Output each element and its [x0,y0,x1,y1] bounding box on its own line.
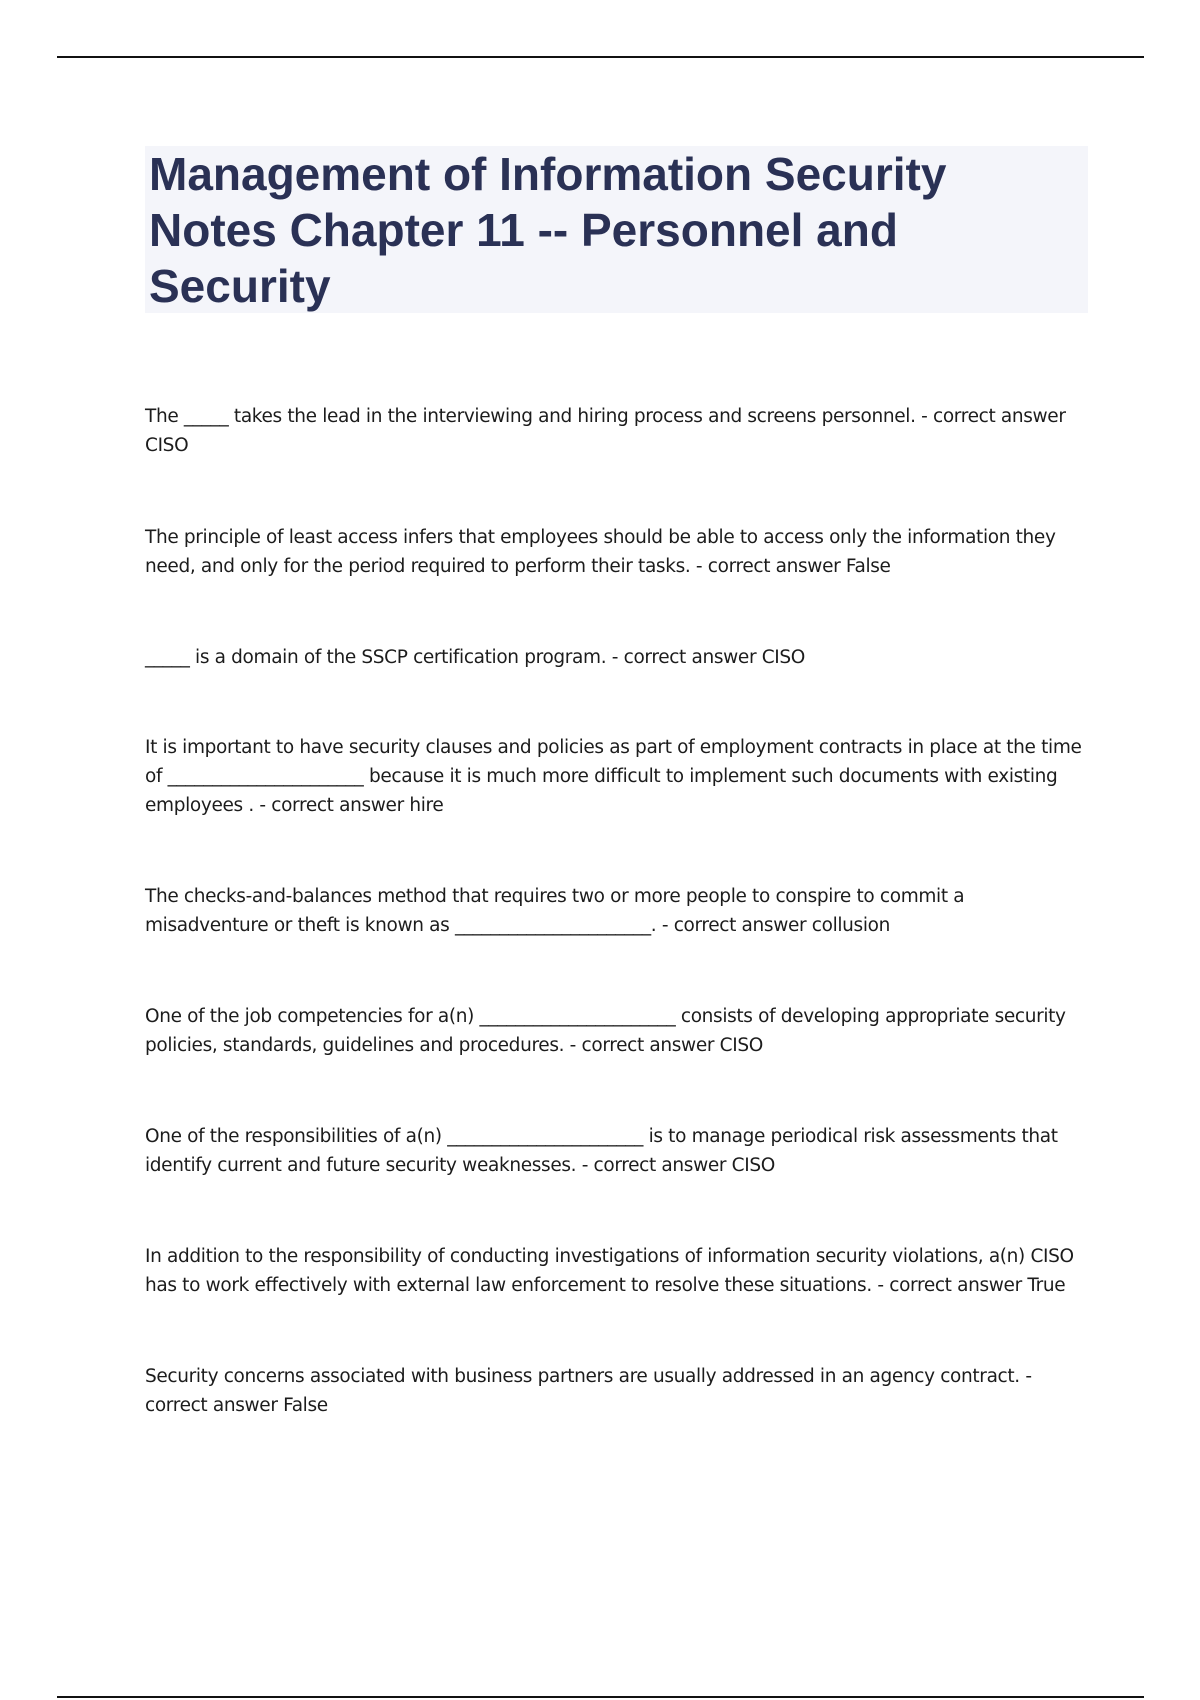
question-2: The principle of least access infers that employees should be able to access only the information they need, and only for the period required to perform their tasks. - correct answer False [145,527,1056,577]
question-3: _____ is a domain of the SSCP certification program. - correct answer CISO [145,647,806,668]
top-rule [57,56,1144,58]
question-6: One of the job competencies for a(n) ______________________ consists of developing appropriate security policies, standards, guidelines and procedures. - correct answer CISO [145,1006,1066,1056]
question-1: The _____ takes the lead in the interviewing and hiring process and screens personnel. - correct answer CISO [145,406,1066,456]
question-5: The checks-and-balances method that requires two or more people to conspire to commit a misadventure or theft is known as ______________________. - correct answer collusion [145,886,965,936]
question-8: In addition to the responsibility of conducting investigations of information security violations, a(n) CISO has to work effectively with external law enforcement to resolve these situations. - correct answer True [145,1246,1074,1296]
bottom-rule [57,1696,1144,1698]
question-9: Security concerns associated with business partners are usually addressed in an agency contract. - correct answer False [145,1366,1032,1416]
question-4: It is important to have security clauses and policies as part of employment contracts in place at the time of ______________________ because it is much more difficult to implement such documents with existing employees . - correct answer hire [145,737,1082,816]
document-title: Management of Information Security Notes Chapter 11 -- Personnel and Security [149,148,947,312]
title-block [145,146,1088,313]
question-7: One of the responsibilities of a(n) ______________________ is to manage periodical risk assessments that identify current and future security weaknesses. - correct answer CISO [145,1126,1058,1176]
